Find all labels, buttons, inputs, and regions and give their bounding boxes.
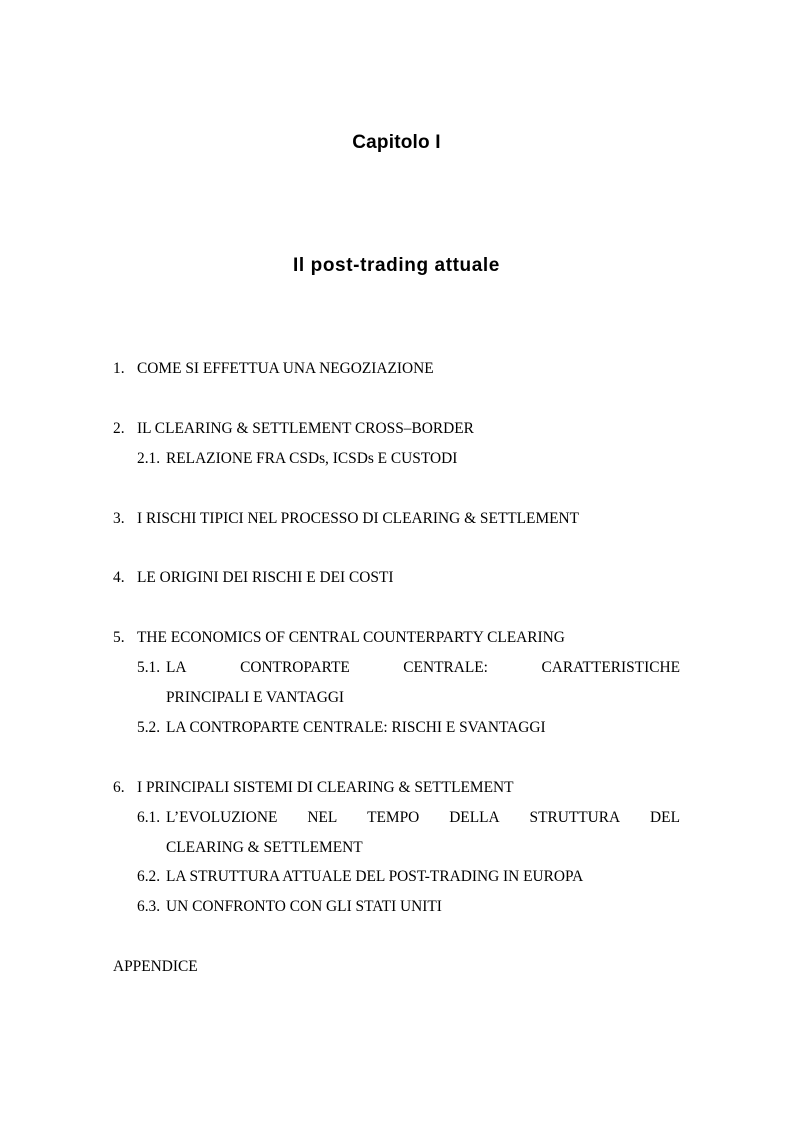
toc-number: 6. [113,779,125,796]
toc-word: DEL [650,809,680,826]
toc-title: LA STRUTTURA ATTUALE DEL POST-TRADING IN EUROPA [166,868,584,885]
toc-number: 1. [113,360,125,377]
toc-title: THE ECONOMICS OF CENTRAL COUNTERPARTY CLEARING [137,629,565,646]
toc-title: RELAZIONE FRA CSDs, ICSDs E CUSTODI [166,450,458,467]
toc-entry-6-1-title [166,809,680,827]
toc-word: TEMPO [367,809,420,826]
chapter-title: Il post-trading attuale [293,255,500,276]
toc-word: NEL [307,809,338,826]
toc-title: LA CONTROPARTE CENTRALE: RISCHI E SVANTAGGI [166,719,546,736]
toc-title: COME SI EFFETTUA UNA NEGOZIAZIONE [137,360,434,377]
toc-entry-5-1-continuation: PRINCIPALI E VANTAGGI [166,689,345,706]
toc-word: CENTRALE: [403,659,488,676]
toc-number: 2.1. [137,450,161,467]
toc-word: L’EVOLUZIONE [166,809,278,826]
toc-title: UN CONFRONTO CON GLI STATI UNITI [166,898,442,915]
toc-number: 5. [113,629,125,646]
toc-number: 6.3. [137,898,161,915]
toc-title: I PRINCIPALI SISTEMI DI CLEARING & SETTLEMENT [137,779,514,796]
toc-word: LA [166,659,187,676]
toc-number: 6.2. [137,868,161,885]
toc-word: CARATTERISTICHE [541,659,680,676]
toc-number: 3. [113,510,125,527]
toc-word: DELLA [449,809,500,826]
toc-number: 5.1. [137,659,161,676]
toc-entry-appendix: APPENDICE [113,958,198,975]
toc-title: LE ORIGINI DEI RISCHI E DEI COSTI [137,569,394,586]
toc-title: IL CLEARING & SETTLEMENT CROSS–BORDER [137,420,474,437]
toc-number: 6.1. [137,809,161,826]
toc-word: STRUTTURA [529,809,621,826]
toc-title: I RISCHI TIPICI NEL PROCESSO DI CLEARING & SETTLEMENT [137,510,580,527]
toc-number: 2. [113,420,125,437]
chapter-label: Capitolo I [352,132,441,153]
toc-entry-6-1-continuation: CLEARING & SETTLEMENT [166,839,363,856]
toc-word: CONTROPARTE [240,659,350,676]
toc-number: 5.2. [137,719,161,736]
toc-number: 4. [113,569,125,586]
toc-entry-5-1-title [166,659,680,677]
